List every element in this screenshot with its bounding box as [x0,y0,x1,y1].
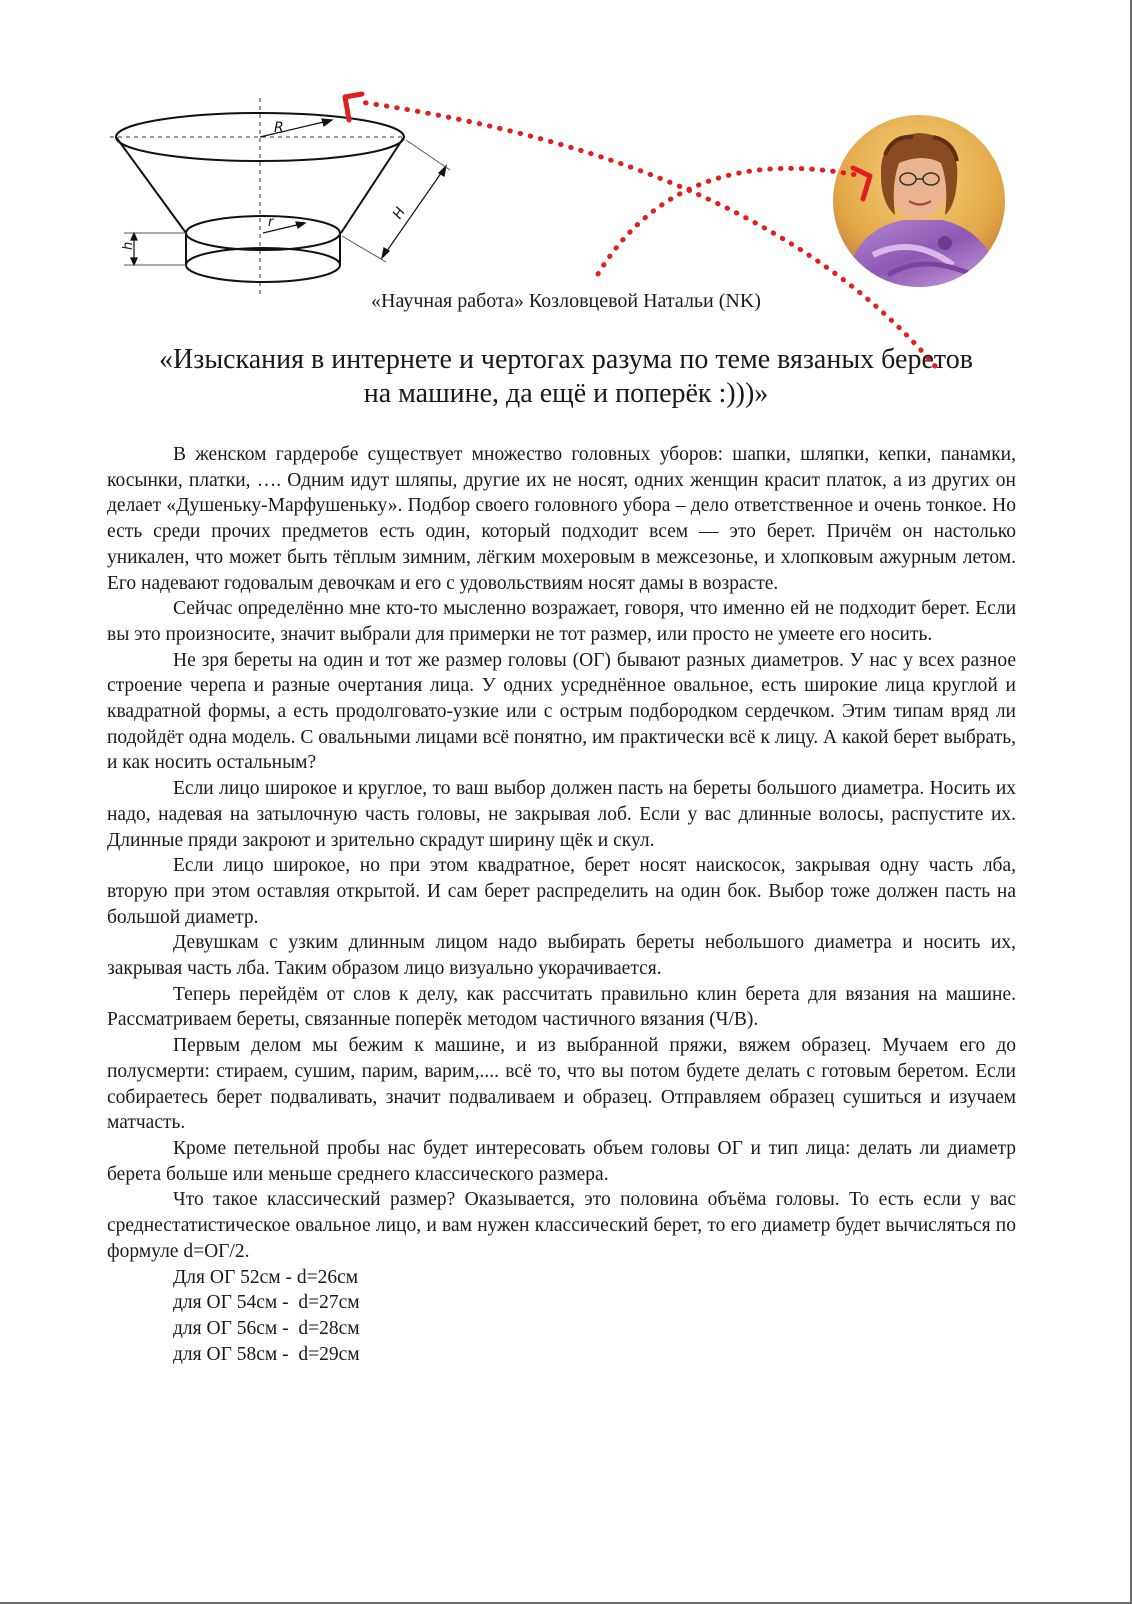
paragraph: Сейчас определённо мне кто-то мысленно возражает, говоря, что именно ей не подходит берет. Если вы это произносите, значит выбрали для примерки не тот размер, или просто не умеете его носить. [107,598,1016,645]
paragraph: Что такое классический размер? Оказывается, это половина объёма головы. То есть если у вас среднестатистическое овальное лицо, и вам нужен классический берет, то его диаметр будет вычисляться по формуле d=ОГ/2. [107,1189,1016,1262]
article-body [107,442,1016,1367]
paragraph: Теперь перейдём от слов к делу, как рассчитать правильно клин берета для вязания на машине. Рассматриваем береты, связанные поперёк методом частичного вязания (Ч/В). [107,983,1016,1031]
size-calculation-list [107,1265,1016,1368]
title-line-1: «Изыскания в интернете и чертогах разума по теме вязаных беретов [159,344,973,375]
article-title [0,343,1132,411]
height-h-label: h [121,241,136,250]
paragraph: Первым делом мы бежим к машине, и из выбранной пряжи, вяжем образец. Мучаем его до полусмерти: стираем, сушим, парим, варим,.... всё то, что вы потом будете делать с готовым беретом. Если собираетесь берет подваливать, значит подваливаем и образец. Отправляем образец сушиться и изучаем матчасть. [107,1035,1016,1134]
calculation-line: Для ОГ 52см - d=26см [173,1266,359,1288]
height-H-label: H [389,204,409,223]
paragraph: В женском гардеробе существует множество головных уборов: шапки, шляпки, кепки, панамки, косынки, платки, …. Одним идут шляпы, другие их не носят, одних женщин красит платок, а из других он делает «Душеньку-Марфушеньку». Подбор своего головного убора – дело ответственное и очень тонкое. Но есть среди прочих предметов есть один, который подходит всем — это берет. Причём он настолько уникален, что может быть тёплым зимним, лёгким мохеровым в межсезонье, и хлопковым ажурным летом. Его надевают годовалым девочкам и его с удовольствиям носят дамы в возрасте. [107,444,1016,594]
calculation-line: для ОГ 56см - d=28см [173,1317,360,1339]
calculation-line: для ОГ 54см - d=27см [173,1292,360,1314]
radius-r-label: r [268,215,274,230]
paragraph: Не зря береты на один и тот же размер головы (ОГ) бывают разных диаметров. У нас у всех разное строение черепа и разные очертания лица. У одних усреднённое овальное, есть широкие лица круглой и квадратной формы, а есть продолговато-узкие или с острым подбородком сердечком. Этим типам вряд ли подойдёт одна модель. С овальными лицами всё понятно, им практически всё к лицу. А какой берет выбрать, и как носить остальным? [107,649,1016,774]
dotted-arrow-to-portrait [598,168,862,274]
paragraph: Кроме петельной пробы нас будет интересовать объем головы ОГ и тип лица: делать ли диаметр берета больше или меньше среднего классического размера. [107,1137,1016,1185]
title-line-2: на машине, да ещё и поперёк :)))» [363,378,769,409]
author-portrait-photo [833,115,1005,287]
calculation-line: для ОГ 58см - d=29см [173,1343,360,1365]
paragraph: Если лицо широкое, но при этом квадратное, берет носят наискосок, закрывая одну часть лба, вторую при этом оставляя открытой. И сам берет распределить на один бок. Выбор тоже должен пасть на большой диаметр. [107,855,1016,928]
radius-R-label: R [274,120,284,136]
paragraph: Девушкам с узким длинным лицом надо выбирать береты небольшого диаметра и носить их, закрывая часть лба. Таким образом лицо визуально укорачивается. [107,932,1016,980]
beret-geometry-figure [110,80,490,305]
paragraph: Если лицо широкое и круглое, то ваш выбор должен пасть на береты большого диаметра. Носить их надо, надевая на затылочную часть головы, не закрывая лоб. Если у вас длинные волосы, распустите их. Длинные пряди закроют и зрительно скрадут ширину щёк и скул. [107,778,1016,851]
author-caption: «Научная работа» Козловцевой Натальи (NK) [371,290,761,312]
